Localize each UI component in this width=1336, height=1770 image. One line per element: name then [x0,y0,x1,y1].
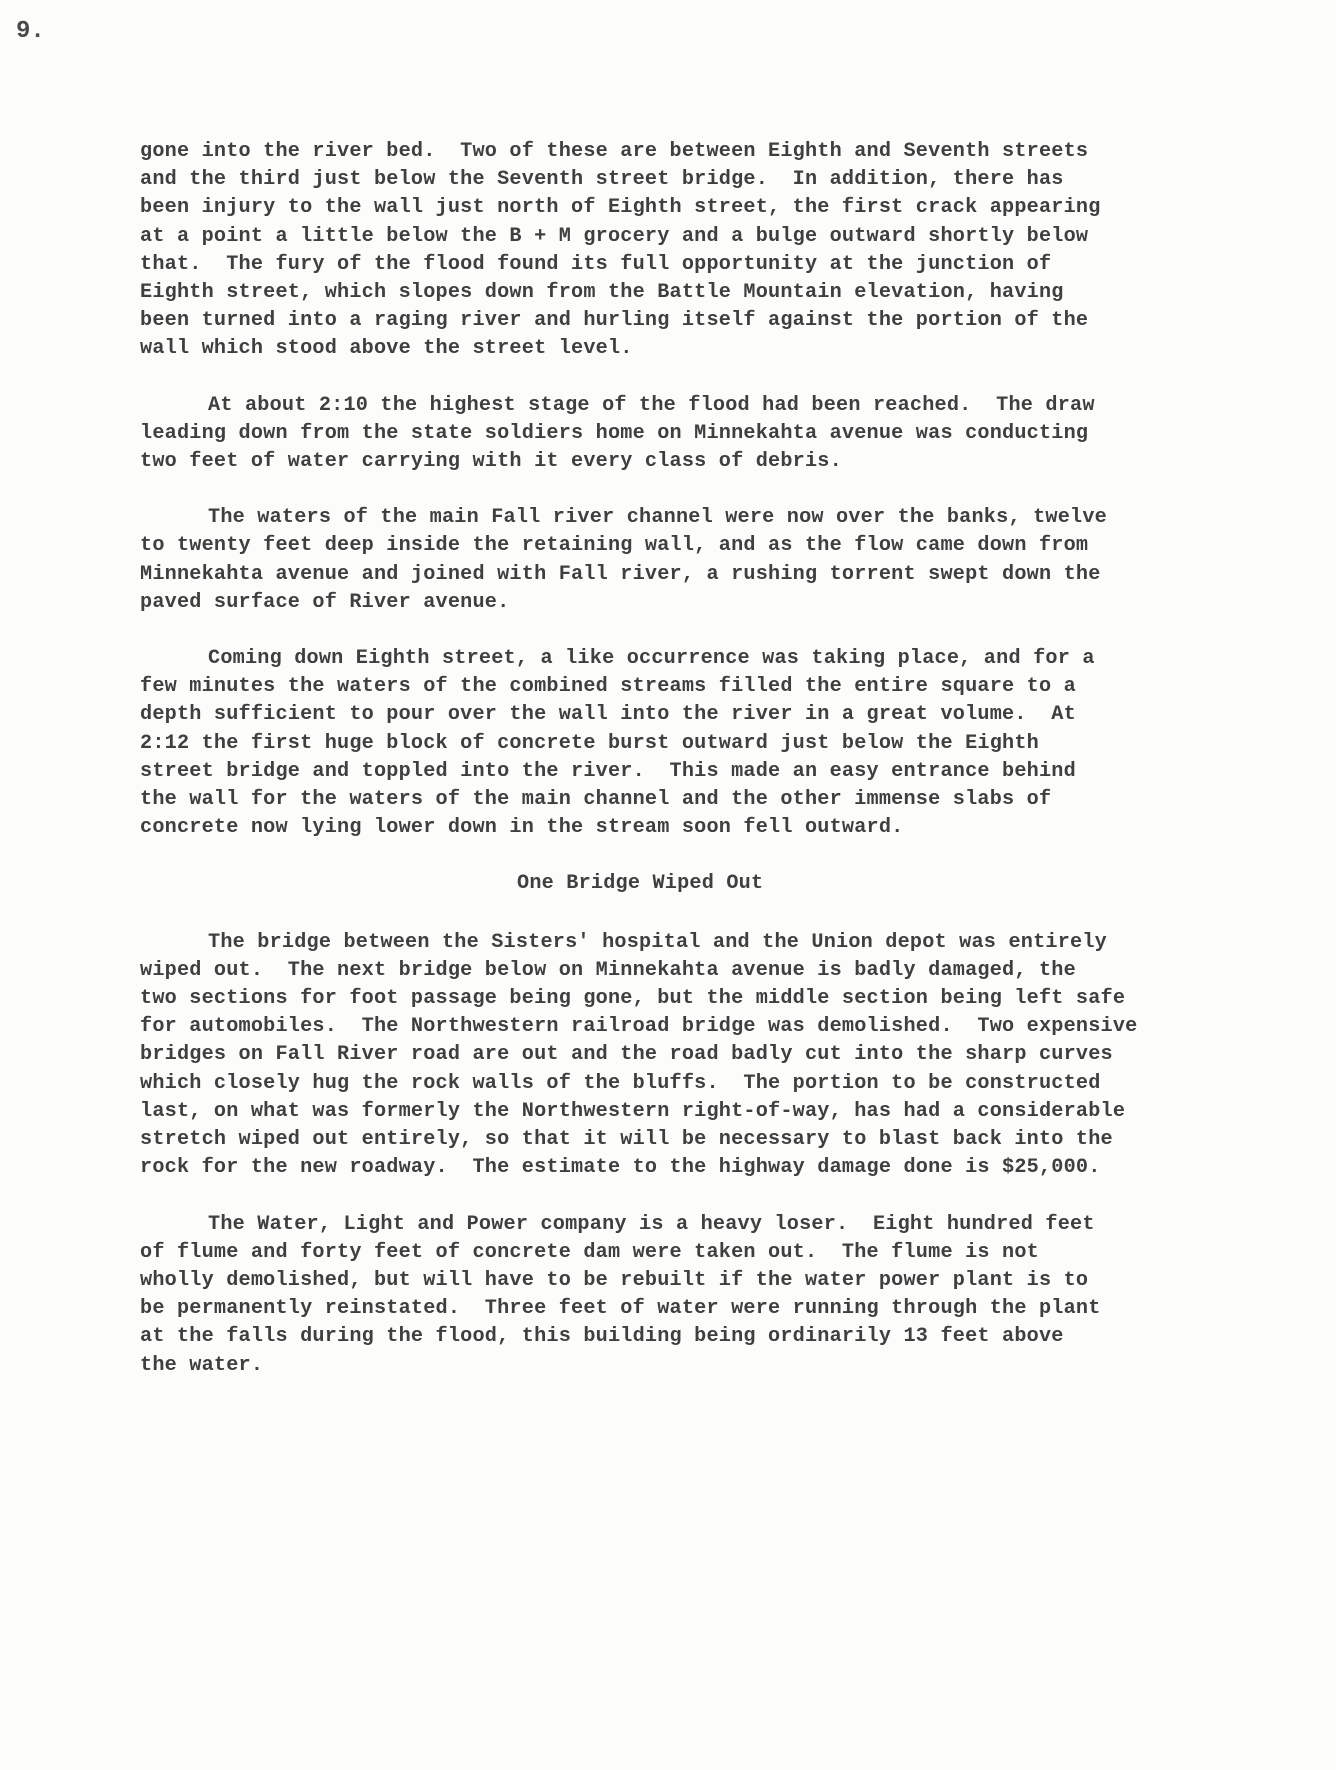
text-line: Eighth street, which slopes down from the Battle Mountain elevation, having [140,281,1064,305]
text-line: which closely hug the rock walls of the bluffs. The portion to be constructed [140,1071,1101,1095]
text-line: wholly demolished, but will have to be rebuilt if the water power plant is to [140,1268,1089,1292]
text-line: of flume and forty feet of concrete dam were taken out. The flume is not [140,1240,1039,1264]
text-line: depth sufficient to pour over the wall into the river in a great volume. At [140,703,1076,727]
text-line: The waters of the main Fall river channel were now over the banks, twelve [208,506,1107,530]
text-line: Coming down Eighth street, a like occurrence was taking place, and for a [208,647,1095,671]
text-line: been turned into a raging river and hurling itself against the portion of the [140,309,1089,333]
paragraph-3 [140,504,1280,617]
text-line: street bridge and toppled into the river. This made an easy entrance behind [140,759,1076,783]
paragraph-6 [140,1211,1280,1380]
text-line: paved surface of River avenue. [140,590,510,614]
text-line: that. The fury of the flood found its full opportunity at the junction of [140,252,1052,276]
text-line: stretch wiped out entirely, so that it will be necessary to blast back into the [140,1128,1113,1152]
page-number: 9. [16,18,45,45]
text-line: the water. [140,1353,264,1377]
paragraph-5 [140,929,1280,1183]
text-line: at a point a little below the B + M grocery and a bulge outward shortly below [140,224,1089,248]
text-line: the wall for the waters of the main channel and the other immense slabs of [140,788,1052,812]
text-line: wall which stood above the street level. [140,337,633,361]
text-line: rock for the new roadway. The estimate to the highway damage done is $25,000. [140,1156,1101,1180]
document-body [140,138,1280,1408]
paragraph-4 [140,645,1280,842]
section-heading: One Bridge Wiped Out [517,872,764,896]
text-line: two sections for foot passage being gone, but the middle section being left safe [140,987,1126,1011]
text-line: and the third just below the Seventh street bridge. In addition, there has [140,168,1064,192]
text-line: Minnekahta avenue and joined with Fall river, a rushing torrent swept down the [140,562,1101,586]
text-line: last, on what was formerly the Northwestern right-of-way, has had a considerable [140,1099,1126,1123]
text-line: The Water, Light and Power company is a heavy loser. Eight hundred feet [208,1212,1095,1236]
text-line: concrete now lying lower down in the stream soon fell outward. [140,816,904,840]
text-line: few minutes the waters of the combined streams filled the entire square to a [140,675,1076,699]
paragraph-1 [140,138,1280,364]
text-line: The bridge between the Sisters' hospital and the Union depot was entirely [208,930,1107,954]
text-line: leading down from the state soldiers home on Minnekahta avenue was conducting [140,421,1089,445]
text-line: gone into the river bed. Two of these are between Eighth and Seventh streets [140,140,1089,163]
text-line: at the falls during the flood, this building being ordinarily 13 feet above [140,1325,1064,1349]
text-line: At about 2:10 the highest stage of the flood had been reached. The draw [208,393,1095,417]
text-line: two feet of water carrying with it every class of debris. [140,450,842,474]
text-line: be permanently reinstated. Three feet of water were running through the plant [140,1297,1101,1321]
text-line: 2:12 the first huge block of concrete burst outward just below the Eighth [140,731,1039,755]
text-line: to twenty feet deep inside the retaining wall, and as the flow came down from [140,534,1089,558]
text-line: bridges on Fall River road are out and the road badly cut into the sharp curves [140,1043,1113,1067]
text-line: been injury to the wall just north of Eighth street, the first crack appearing [140,196,1101,220]
text-line: wiped out. The next bridge below on Minnekahta avenue is badly damaged, the [140,958,1076,982]
paragraph-2 [140,392,1280,477]
text-line: for automobiles. The Northwestern railroad bridge was demolished. Two expensive [140,1015,1138,1039]
